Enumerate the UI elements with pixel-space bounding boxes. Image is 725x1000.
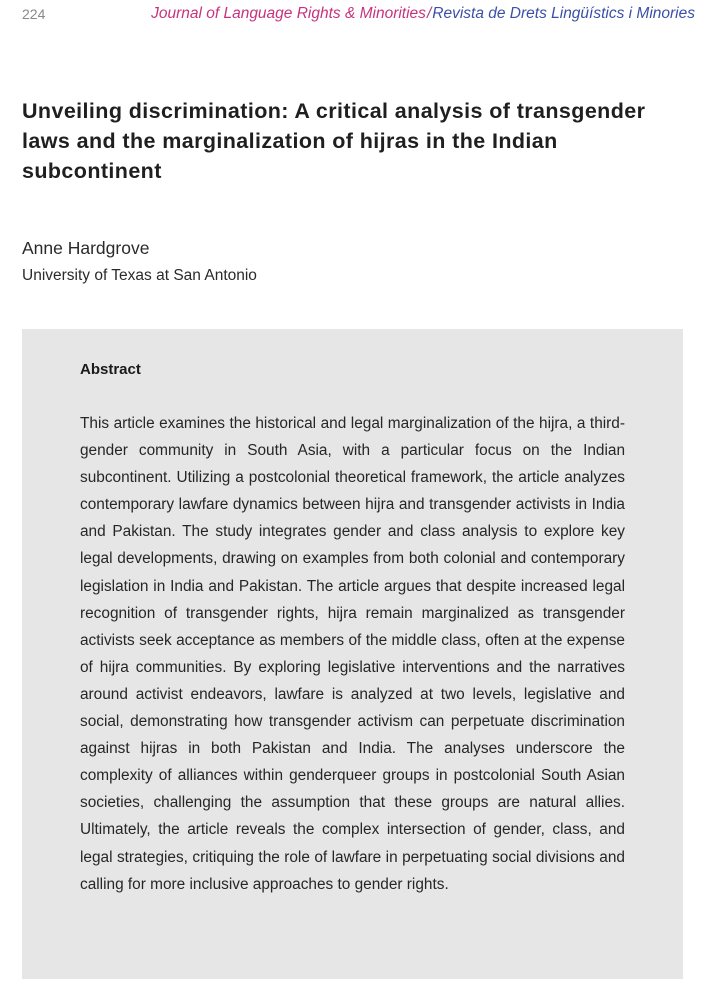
abstract-heading: Abstract — [80, 361, 141, 378]
journal-name-separator: / — [426, 5, 432, 22]
abstract-text: This article examines the historical and legal marginalization of the hijra, a third-gender community in South Asia, with a particular focus on the Indian subcontinent. Utilizing a postcolonial theoretical framework, the article analyzes contemporary lawfare dynamics between hijra and transgender activists in India and Pakistan. The study integrates gender and class analysis to explore key legal developments, drawing on examples from both colonial and contemporary legislation in India and Pakistan. The article argues that despite increased legal recognition of transgender rights, hijra remain marginalized as transgender activists seek acceptance as members of the middle class, often at the expense of hijra communities. By exploring legislative interventions and the narratives around activist endeavors, lawfare is analyzed at two levels, legislative and social, demonstrating how transgender activism can perpetuate discrimination against hijras in both Pakistan and India. The analyses underscore the complexity of alliances within genderqueer groups in postcolonial South Asian societies, challenging the assumption that these groups are natural allies. Ultimately, the article reveals the complex intersection of gender, class, and legal strategies, critiquing the role of lawfare in perpetuating social divisions and calling for more inclusive approaches to gender rights. — [80, 415, 625, 893]
abstract-box — [22, 329, 683, 979]
page-number: 224 — [22, 6, 46, 22]
article-title: Unveiling discrimination: A critical analysis of transgender laws and the marginalization of hijras in the Indian subcontinent — [22, 99, 646, 183]
author-name: Anne Hardgrove — [22, 238, 150, 258]
journal-names — [151, 4, 695, 24]
running-header — [22, 4, 695, 24]
author-affiliation: University of Texas at San Antonio — [22, 267, 257, 284]
journal-name-catalan: Revista de Drets Lingüístics i Minories — [432, 5, 695, 22]
journal-name-english: Journal of Language Rights & Minorities — [151, 5, 426, 22]
